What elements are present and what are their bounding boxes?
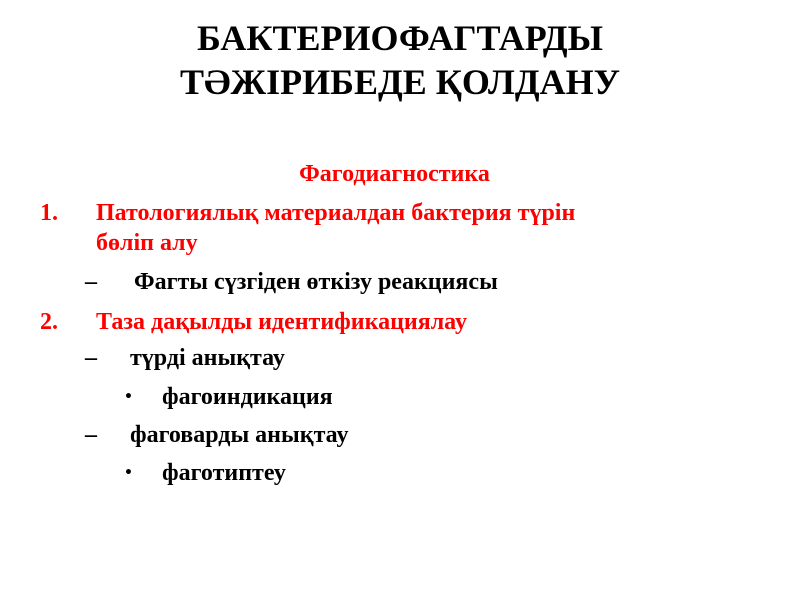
dash-marker: – — [85, 422, 97, 448]
list-number: 2. — [40, 309, 58, 335]
list-subitem-dash-2 — [85, 343, 685, 373]
list-subitem-dash-1 — [85, 267, 685, 297]
list-item-text: Фагты сүзгіден өткізу реакциясы — [134, 269, 498, 295]
list-item-numbered-1 — [40, 198, 760, 258]
dash-marker: – — [85, 269, 97, 295]
list-item-text: фагоиндикация — [162, 384, 333, 410]
list-item-text-line-2: бөліп алу — [96, 230, 198, 256]
list-item-text: фаговарды анықтау — [130, 422, 349, 448]
list-item-numbered-2 — [40, 307, 760, 337]
slide-title-line-1: БАКТЕРИОФАГТАРДЫ — [197, 18, 603, 58]
slide-title-line-2: ТӘЖІРИБЕДЕ ҚОЛДАНУ — [179, 62, 621, 102]
slide-subtitle: Фагодиагностика — [299, 161, 490, 187]
bullet-icon: • — [124, 465, 133, 481]
dash-marker: – — [85, 345, 97, 371]
list-item-text: түрді анықтау — [130, 345, 285, 371]
bullet-icon: • — [124, 389, 133, 405]
list-subitem-bullet-2 — [124, 458, 724, 488]
list-item-text: Таза дақылды идентификациялау — [96, 309, 467, 335]
list-subitem-bullet-1 — [124, 382, 724, 412]
list-number: 1. — [40, 200, 58, 226]
slide-title — [0, 16, 800, 104]
list-item-text: фаготиптеу — [162, 460, 286, 486]
list-item-text-line-1: Патологиялық материалдан бактерия түрін — [96, 200, 576, 226]
list-subitem-dash-3 — [85, 420, 685, 450]
